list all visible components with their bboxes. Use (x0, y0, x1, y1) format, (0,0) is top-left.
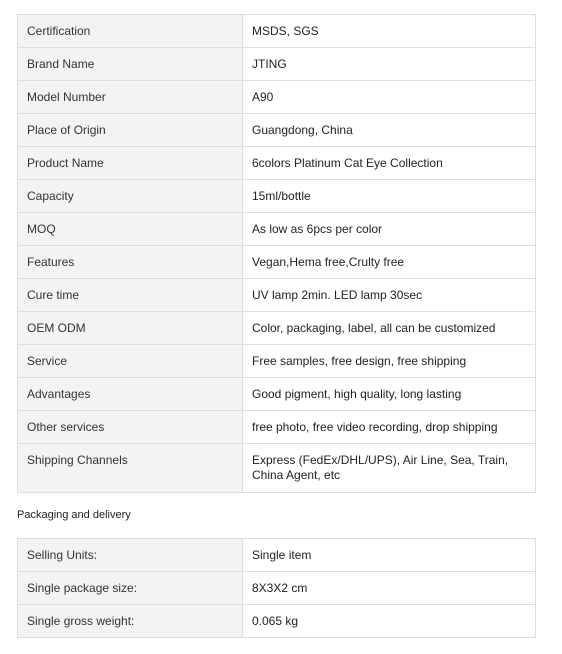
table-row (18, 411, 536, 444)
attribute-label: Service (18, 345, 243, 378)
attributes-table (17, 14, 536, 493)
attribute-label: Model Number (18, 81, 243, 114)
attribute-value: free photo, free video recording, drop shipping (243, 411, 536, 444)
attribute-label: Brand Name (18, 48, 243, 81)
packaging-value: 8X3X2 cm (243, 572, 536, 605)
attribute-label: MOQ (18, 213, 243, 246)
attribute-label: Advantages (18, 378, 243, 411)
attribute-label: Product Name (18, 147, 243, 180)
packaging-value: Single item (243, 539, 536, 572)
attribute-value: Good pigment, high quality, long lasting (243, 378, 536, 411)
attribute-label: Shipping Channels (18, 444, 243, 493)
table-row (18, 605, 536, 638)
packaging-table (17, 538, 536, 638)
attribute-value: Guangdong, China (243, 114, 536, 147)
attribute-label: OEM ODM (18, 312, 243, 345)
table-row (18, 15, 536, 48)
table-row (18, 312, 536, 345)
attribute-value: MSDS, SGS (243, 15, 536, 48)
table-row (18, 539, 536, 572)
packaging-label: Single gross weight: (18, 605, 243, 638)
table-row (18, 444, 536, 493)
packaging-value: 0.065 kg (243, 605, 536, 638)
packaging-label: Single package size: (18, 572, 243, 605)
attribute-value: Free samples, free design, free shipping (243, 345, 536, 378)
attribute-value: UV lamp 2min. LED lamp 30sec (243, 279, 536, 312)
attribute-value: JTING (243, 48, 536, 81)
table-row (18, 81, 536, 114)
attribute-value: As low as 6pcs per color (243, 213, 536, 246)
attribute-value: Vegan,Hema free,Crulty free (243, 246, 536, 279)
attribute-value: Color, packaging, label, all can be customized (243, 312, 536, 345)
table-row (18, 180, 536, 213)
table-row (18, 213, 536, 246)
table-row (18, 345, 536, 378)
section-title: Packaging and delivery (17, 509, 131, 521)
attribute-label: Certification (18, 15, 243, 48)
packaging-label: Selling Units: (18, 539, 243, 572)
attribute-value: A90 (243, 81, 536, 114)
table-row (18, 246, 536, 279)
attribute-label: Capacity (18, 180, 243, 213)
table-row (18, 48, 536, 81)
table-row (18, 114, 536, 147)
attribute-label: Features (18, 246, 243, 279)
attribute-value: Express (FedEx/DHL/UPS), Air Line, Sea, Train, China Agent, etc (243, 444, 536, 493)
attribute-label: Other services (18, 411, 243, 444)
table-row (18, 572, 536, 605)
table-row (18, 147, 536, 180)
table-row (18, 279, 536, 312)
attribute-label: Place of Origin (18, 114, 243, 147)
table-row (18, 378, 536, 411)
attribute-value: 15ml/bottle (243, 180, 536, 213)
attribute-label: Cure time (18, 279, 243, 312)
attribute-value: 6colors Platinum Cat Eye Collection (243, 147, 536, 180)
